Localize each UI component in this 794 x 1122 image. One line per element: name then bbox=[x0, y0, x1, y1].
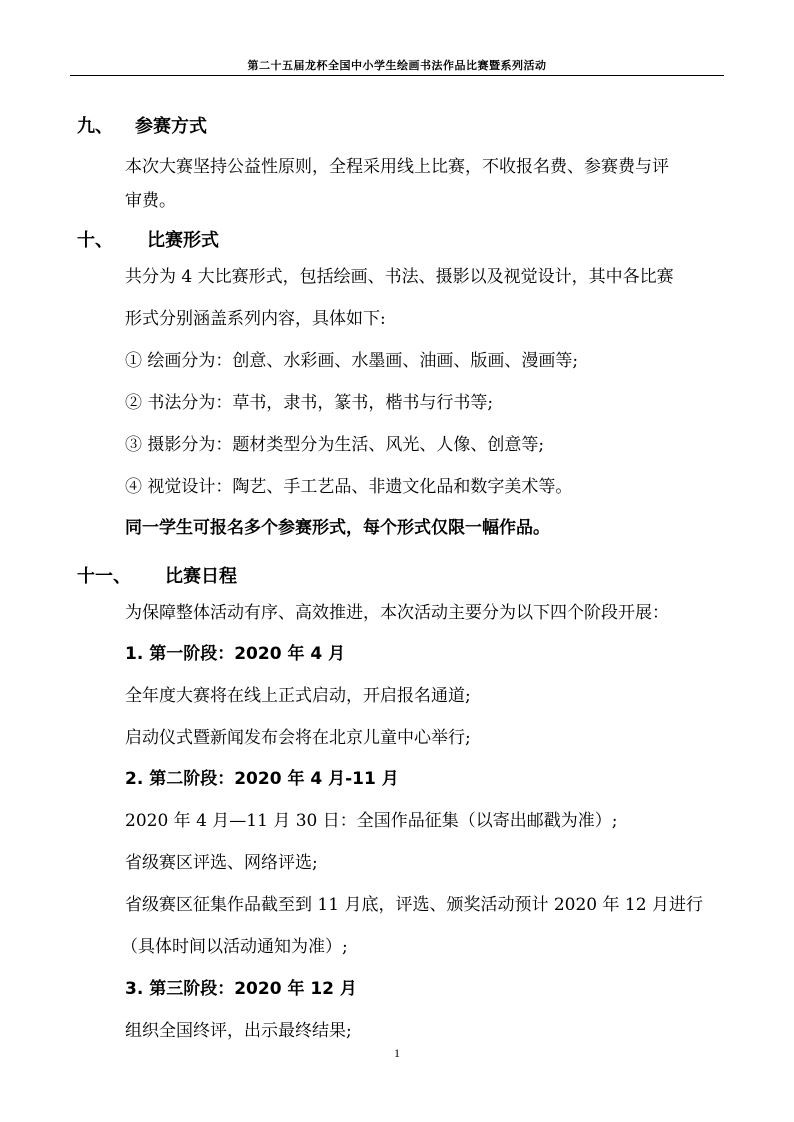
page-number: 1 bbox=[394, 1046, 400, 1060]
section-11-intro: 为保障整体活动有序、高效推进，本次活动主要分为以下四个阶段开展： bbox=[125, 603, 669, 623]
list-item-photography: ③ 摄影分为：题材类型分为生活、风光、人像、创意等; bbox=[125, 435, 545, 455]
section-10-heading bbox=[77, 231, 219, 251]
section-10-number: 十、 bbox=[77, 230, 113, 251]
section-9-heading bbox=[77, 117, 207, 137]
section-10-note: 同一学生可报名多个参赛形式，每个形式仅限一幅作品。 bbox=[125, 518, 550, 538]
section-10-line-1: 共分为 4 大比赛形式，包括绘画、书法、摄影以及视觉设计，其中各比赛 bbox=[125, 267, 674, 287]
section-10-line-2: 形式分别涵盖系列内容，具体如下: bbox=[125, 309, 386, 329]
list-item-calligraphy: ② 书法分为：草书，隶书，篆书，楷书与行书等; bbox=[125, 393, 494, 413]
stage-1-title: 1. 第一阶段：2020 年 4 月 bbox=[125, 644, 346, 664]
stage-2-line-2: 省级赛区评选、网络评选; bbox=[125, 853, 318, 873]
section-9-line-1: 本次大赛坚持公益性原则，全程采用线上比赛，不收报名费、参赛费与评 bbox=[125, 157, 669, 177]
stage-2-line-3: 省级赛区征集作品截至到 11 月底，评选、颁奖活动预计 2020 年 12 月进行 bbox=[125, 895, 703, 915]
section-10-title: 比赛形式 bbox=[147, 230, 219, 251]
stage-1-line-2: 启动仪式暨新闻发布会将在北京儿童中心举行; bbox=[125, 728, 471, 748]
section-9-number: 九、 bbox=[77, 116, 113, 137]
section-11-heading bbox=[77, 567, 237, 587]
stage-3-title: 3. 第三阶段：2020 年 12 月 bbox=[125, 979, 357, 999]
section-11-title: 比赛日程 bbox=[165, 566, 237, 587]
section-9-title: 参赛方式 bbox=[135, 116, 207, 137]
section-9-line-2: 审费。 bbox=[125, 191, 176, 211]
list-item-painting: ① 绘画分为：创意、水彩画、水墨画、油画、版画、漫画等; bbox=[125, 351, 579, 371]
header-rule bbox=[70, 75, 724, 76]
stage-2-line-4: （具体时间以活动通知为准）; bbox=[121, 937, 348, 957]
section-11-number: 十一、 bbox=[77, 566, 131, 587]
stage-1-line-1: 全年度大赛将在线上正式启动，开启报名通道; bbox=[125, 686, 471, 706]
stage-3-line-1: 组织全国终评，出示最终结果; bbox=[125, 1021, 352, 1041]
stage-2-line-1: 2020 年 4 月—11 月 30 日：全国作品征集（以寄出邮戳为准）; bbox=[125, 811, 618, 831]
document-header: 第二十五届龙杯全国中小学生绘画书法作品比赛暨系列活动 bbox=[247, 59, 547, 72]
stage-2-title: 2. 第二阶段：2020 年 4 月-11 月 bbox=[125, 769, 399, 789]
list-item-visual-design: ④ 视觉设计：陶艺、手工艺品、非遗文化品和数字美术等。 bbox=[125, 477, 573, 497]
